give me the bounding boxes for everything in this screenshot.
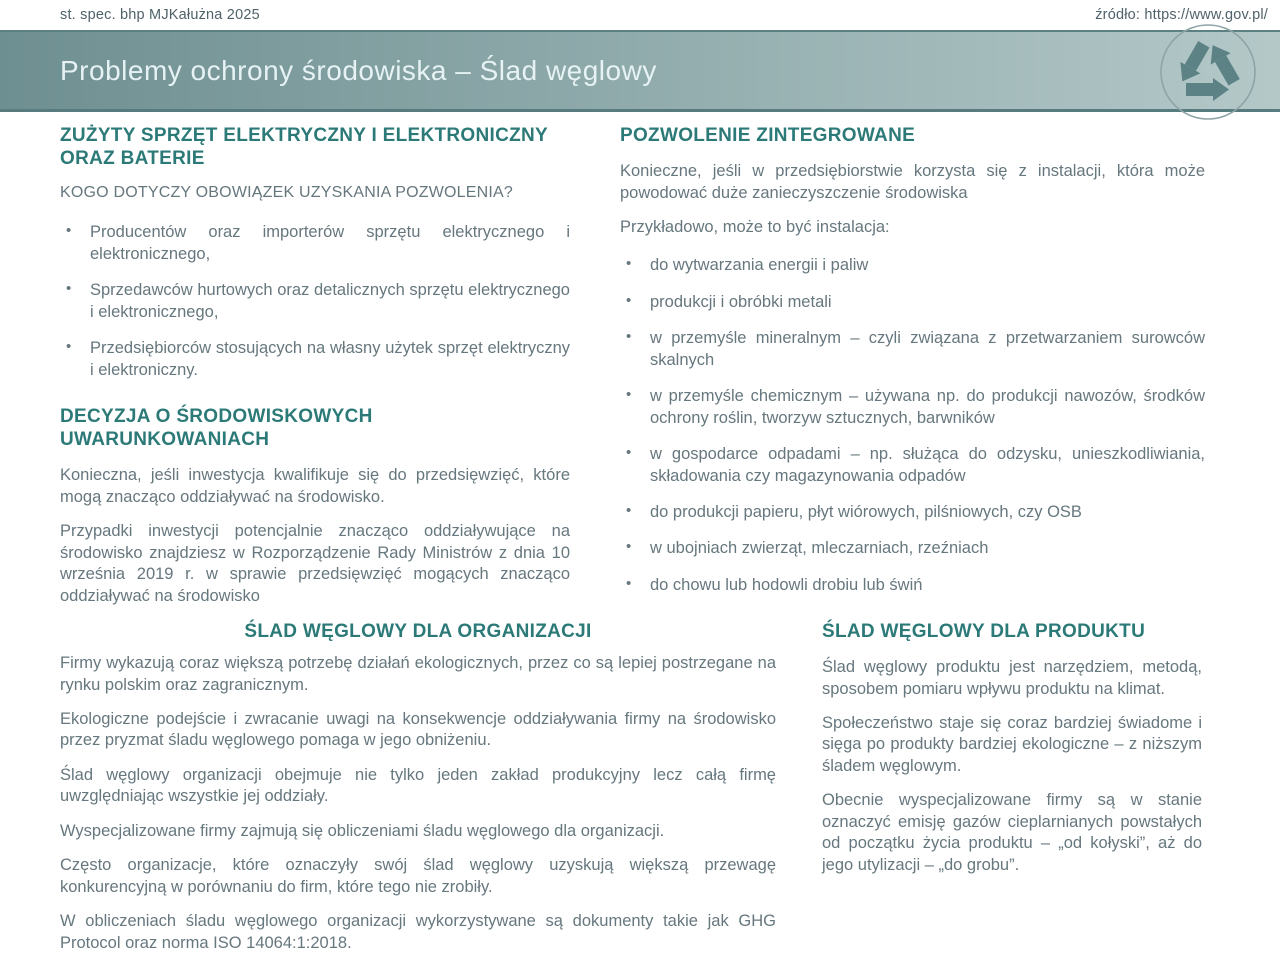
meta-topbar: [0, 0, 1280, 30]
list-item: • w przemyśle chemicznym – używana np. do produkcji nawozów, środków ochrony roślin, tworzyw sztucznych, barwników: [620, 386, 1205, 429]
section-organization: [60, 620, 776, 967]
list-item: • produkcji i obróbki metali: [620, 292, 1205, 313]
list-item: • do wytwarzania energii i paliw: [620, 255, 1205, 276]
section-title-permit: POZWOLENIE ZINTEGROWANE: [620, 125, 916, 146]
section-title-organization: ŚLAD WĘGLOWY DLA ORGANIZACJI: [244, 621, 592, 642]
section-permit: [620, 124, 1205, 611]
title-band: [0, 30, 1280, 112]
paragraph: Wyspecjalizowane firmy zajmują się obliczeniami śladu węglowego dla organizacji.: [60, 821, 665, 840]
section-title-weee: ZUŻYTY SPRZĘT ELEKTRYCZNY I ELEKTRONICZNY ORAZ BATERIE: [60, 125, 548, 170]
weee-bullet-list: [60, 222, 570, 381]
list-item: • w gospodarce odpadami – np. służąca do odzysku, unieszkodliwiania, składowania czy magazynowania odpadów: [620, 444, 1205, 487]
list-item: • do chowu lub hodowli drobiu lub świń: [620, 575, 1205, 596]
paragraph: Przykładowo, może to być instalacja:: [620, 218, 890, 237]
paragraph: Obecnie wyspecjalizowane firmy są w stanie oznaczyć emisję gazów cieplarnianych powstałych od początku życia produktu – „od kołyski”, aż do jego utylizacji – „do grobu”.: [822, 791, 1202, 874]
section-product: [822, 620, 1202, 889]
paragraph: Przypadki inwestycji potencjalnie znacząco oddziaływujące na środowisko znajdziesz w Rozporządzenie Rady Ministrów z dnia 10 września 2019 r. w sprawie przedsięwzięć mogących znacząco oddziaływać na środowisko: [60, 522, 570, 605]
list-item: • w ubojniach zwierząt, mleczarniach, rzeźniach: [620, 538, 1205, 559]
list-item: • Przedsiębiorców stosujących na własny użytek sprzęt elektryczny i elektroniczny.: [60, 338, 570, 381]
paragraph: Konieczne, jeśli w przedsiębiorstwie korzysta się z instalacji, która może powodować duże zanieczyszczenie środowiska: [620, 162, 1205, 202]
list-item: • do produkcji papieru, płyt wiórowych, pilśniowych, czy OSB: [620, 502, 1205, 523]
paragraph: Firmy wykazują coraz większą potrzebę działań ekologicznych, przez co są lepiej postrzegane na rynku polskim oraz zagranicznym.: [60, 654, 776, 694]
paragraph: Często organizacje, które oznaczyły swój ślad węglowy uzyskują większą przewagę konkurencyjną w porównaniu do firm, które tego nie zrobiły.: [60, 856, 776, 896]
paragraph: Społeczeństwo staje się coraz bardziej świadome i sięga po produkty bardziej ekologiczne – z niższym śladem węglowym.: [822, 714, 1202, 775]
list-item: • Producentów oraz importerów sprzętu elektrycznego i elektronicznego,: [60, 222, 570, 265]
recycle-icon: [1156, 20, 1260, 124]
page-title: Problemy ochrony środowiska – Ślad węglowy: [60, 54, 657, 86]
paragraph: Ślad węglowy organizacji obejmuje nie tylko jeden zakład produkcyjny lecz całą firmę uwzględniając wszystkie jej oddziały.: [60, 765, 776, 806]
paragraph: W obliczeniach śladu węglowego organizacji wykorzystywane są dokumenty takie jak GHG Protocol oraz norma ISO 14064:1:2018.: [60, 912, 776, 952]
paragraph: Konieczna, jeśli inwestycja kwalifikuje się do przedsięwzięć, które mogą znacząco oddziaływać na środowisko.: [60, 466, 570, 506]
section-subtitle-weee: KOGO DOTYCZY OBOWIĄZEK UZYSKANIA POZWOLENIA?: [60, 184, 514, 202]
permit-bullet-list: [620, 255, 1205, 596]
section-title-decision: DECYZJA O ŚRODOWISKOWYCH UWARUNKOWANIACH: [60, 405, 373, 451]
section-weee: [60, 124, 570, 620]
paragraph: Ekologiczne podejście i zwracanie uwagi na konsekwencje oddziaływania firmy na środowisko przez pryzmat śladu węglowego pomaga w jego obniżeniu.: [60, 710, 776, 750]
list-item: • Sprzedawców hurtowych oraz detalicznych sprzętu elektrycznego i elektronicznego,: [60, 280, 570, 323]
section-title-product: ŚLAD WĘGLOWY DLA PRODUKTU: [822, 621, 1146, 642]
paragraph: Ślad węglowy produktu jest narzędziem, metodą, sposobem pomiaru wpływu produktu na klimat.: [822, 658, 1202, 698]
source-url: źródło: https://www.gov.pl/: [1095, 7, 1268, 23]
list-item: • w przemyśle mineralnym – czyli związana z przetwarzaniem surowców skalnych: [620, 328, 1205, 371]
author-credit: st. spec. bhp MJKałużna 2025: [60, 7, 260, 23]
